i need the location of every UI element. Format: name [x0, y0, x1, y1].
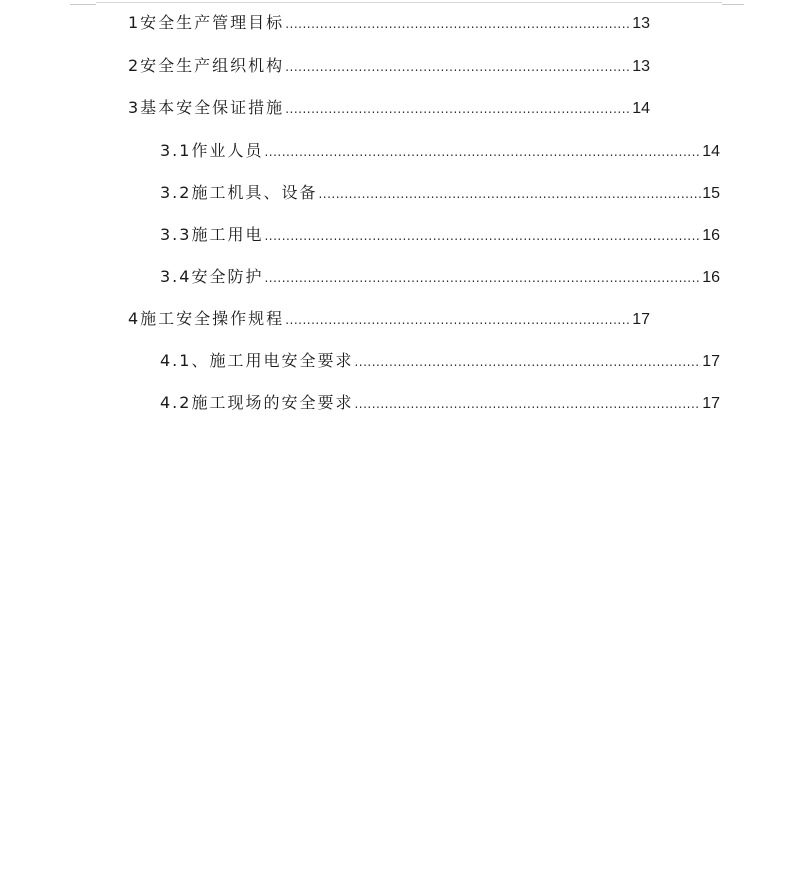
toc-entry-3-1[interactable] [160, 139, 720, 163]
toc-dot-leader [354, 392, 701, 416]
toc-entry-page: 16 [702, 227, 720, 244]
toc-dot-leader [264, 266, 701, 290]
toc-entry-title: 3.2施工机具、设备 [160, 183, 318, 202]
toc-entry-title: 4施工安全操作规程 [128, 309, 285, 328]
toc-entry-page: 15 [702, 185, 720, 202]
toc-entry-4-2[interactable] [160, 391, 720, 415]
toc-entry-3-4[interactable] [160, 265, 720, 289]
toc-entry-title: 3.1作业人员 [160, 141, 264, 160]
toc-entry-page: 17 [702, 395, 720, 412]
toc-entry-1[interactable] [128, 11, 650, 35]
toc-entry-title: 3基本安全保证措施 [128, 98, 285, 117]
toc-dot-leader [285, 97, 631, 121]
toc-entry-title: 2安全生产组织机构 [128, 56, 285, 75]
toc-entry-3-2[interactable] [160, 181, 720, 205]
left-margin-mark [70, 4, 96, 5]
toc-entry-3-3[interactable] [160, 223, 720, 247]
toc-entry-page: 13 [632, 58, 650, 75]
toc-dot-leader [285, 12, 631, 36]
toc-entry-title: 1安全生产管理目标 [128, 13, 285, 32]
toc-entry-4-1[interactable] [160, 349, 720, 373]
toc-entry-title: 4.2施工现场的安全要求 [160, 393, 354, 412]
toc-dot-leader [264, 224, 701, 248]
toc-entry-title: 3.3施工用电 [160, 225, 264, 244]
toc-dot-leader [285, 55, 631, 79]
toc-dot-leader [318, 182, 701, 206]
right-margin-mark [722, 4, 744, 5]
toc-entry-page: 17 [632, 311, 650, 328]
toc-entry-page: 13 [632, 15, 650, 32]
toc-entry-page: 14 [632, 100, 650, 117]
toc-entry-page: 17 [702, 353, 720, 370]
toc-entry-3[interactable] [128, 96, 650, 120]
toc-dot-leader [354, 350, 701, 374]
toc-entry-4[interactable] [128, 307, 650, 331]
toc-entry-title: 4.1、施工用电安全要求 [160, 351, 354, 370]
toc-entry-page: 14 [702, 143, 720, 160]
toc-entry-page: 16 [702, 269, 720, 286]
toc-entry-title: 3.4安全防护 [160, 267, 264, 286]
page-top-border [96, 2, 722, 3]
toc-entry-2[interactable] [128, 54, 650, 78]
toc-dot-leader [264, 140, 701, 164]
toc-dot-leader [285, 308, 631, 332]
